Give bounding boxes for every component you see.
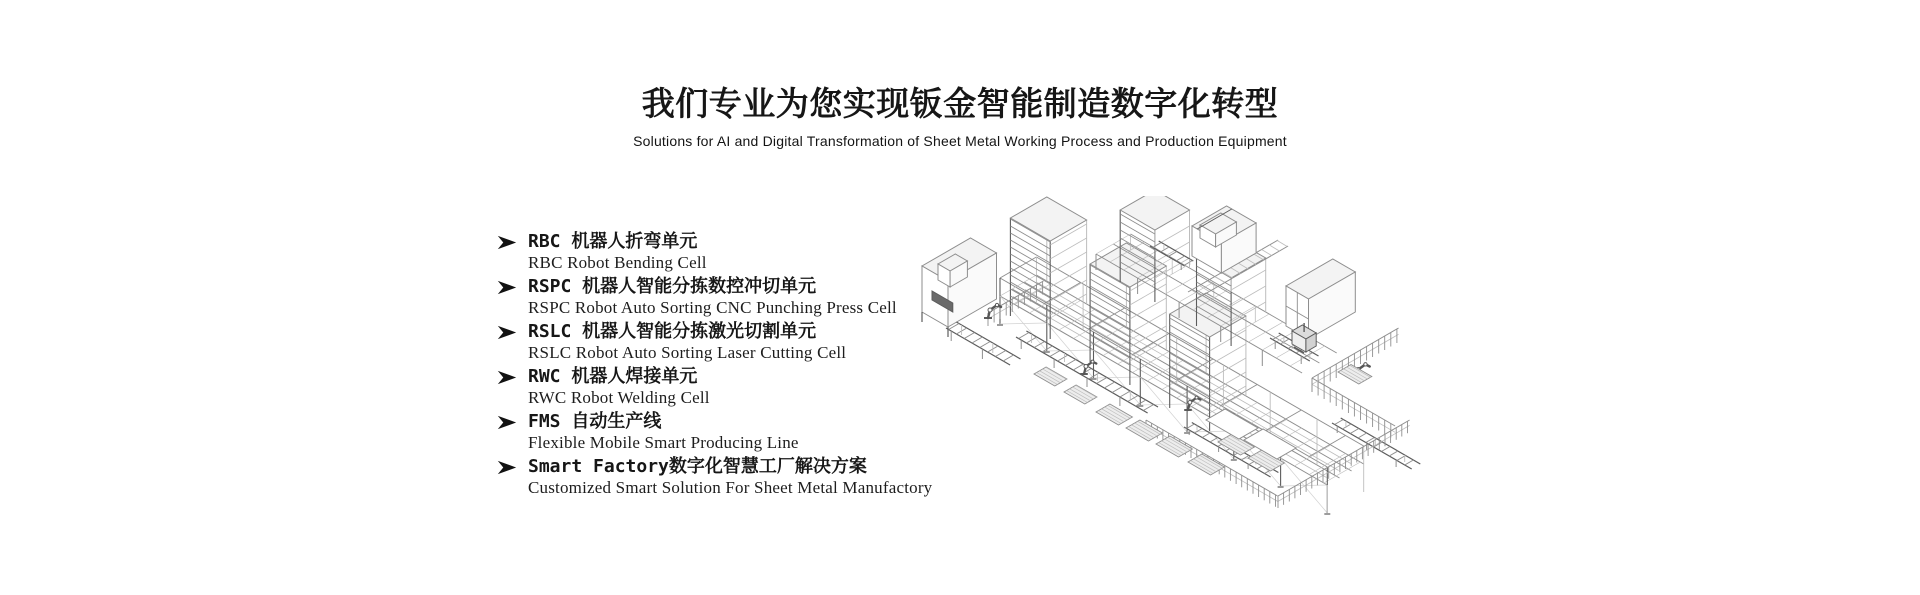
service-subtitle-en: RWC Robot Welding Cell [528, 388, 710, 407]
service-title-zh: RSLC 机器人智能分拣激光切割单元 [528, 321, 817, 342]
service-list-item [497, 411, 927, 453]
service-subtitle-en: RSPC Robot Auto Sorting CNC Punching Press Cell [528, 298, 897, 317]
service-subtitle-en: RSLC Robot Auto Sorting Laser Cutting Cell [528, 343, 847, 362]
service-title-zh: FMS 自动生产线 [528, 411, 662, 432]
service-title-zh: RWC 机器人焊接单元 [528, 366, 698, 387]
arrowhead-right-icon [497, 370, 517, 385]
service-list-item [497, 456, 933, 498]
arrowhead-right-icon [497, 415, 517, 430]
service-list-item [497, 231, 927, 273]
factory-line-illustration [888, 196, 1448, 546]
service-subtitle-en: Customized Smart Solution For Sheet Metal Manufactory [528, 478, 933, 497]
service-title-zh: RSPC 机器人智能分拣数控冲切单元 [528, 276, 817, 297]
arrowhead-right-icon [497, 460, 517, 475]
service-subtitle-en: RBC Robot Bending Cell [528, 253, 707, 272]
service-subtitle-en: Flexible Mobile Smart Producing Line [528, 433, 799, 452]
arrowhead-right-icon [497, 325, 517, 340]
arrowhead-right-icon [497, 235, 517, 250]
service-list-item [497, 276, 927, 318]
service-title-zh: RBC 机器人折弯单元 [528, 231, 698, 252]
isometric-factory-drawing [888, 196, 1448, 546]
page-subtitle: Solutions for AI and Digital Transformation of Sheet Metal Working Process and Production Equipment [633, 133, 1287, 149]
service-list-item [497, 321, 927, 363]
service-list-item [497, 366, 927, 408]
page-title: 我们专业为您实现钣金智能制造数字化转型 [641, 85, 1279, 122]
service-list [497, 231, 933, 501]
service-title-zh: Smart Factory数字化智慧工厂解决方案 [528, 456, 867, 477]
arrowhead-right-icon [497, 280, 517, 295]
